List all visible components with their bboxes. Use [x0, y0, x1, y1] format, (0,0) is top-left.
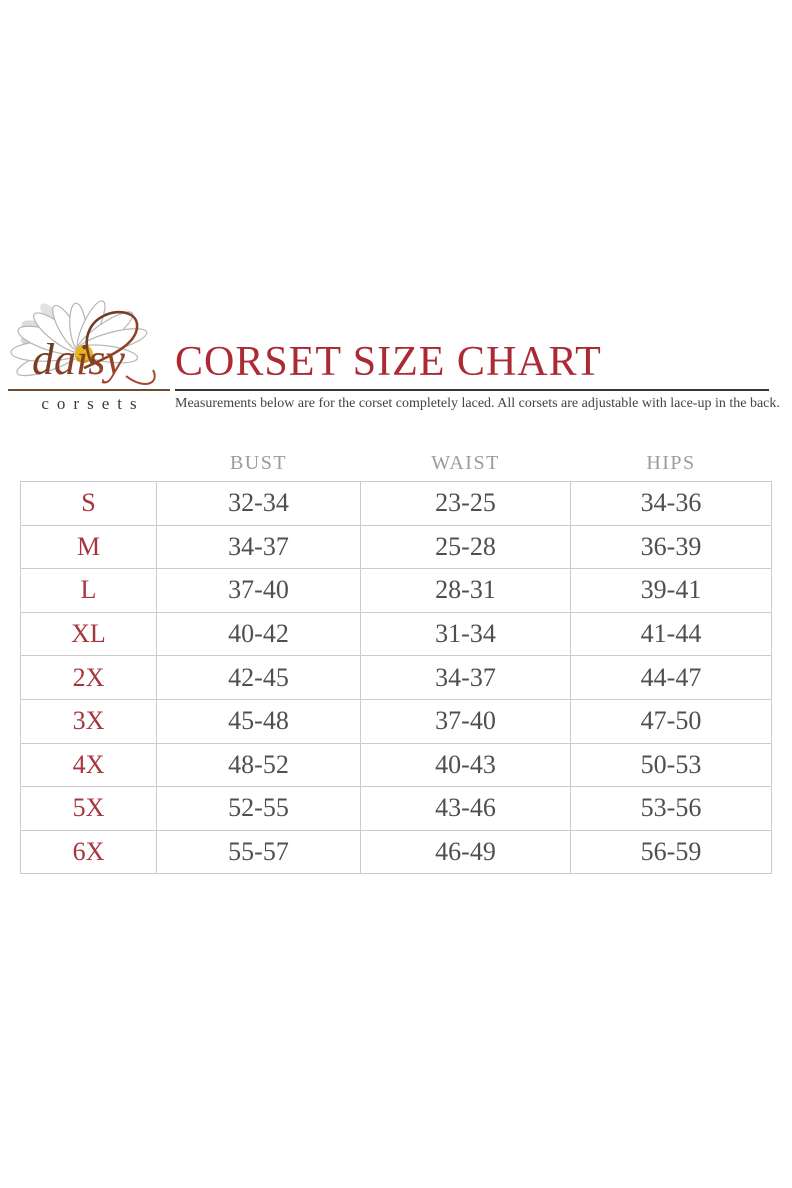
title-divider	[175, 389, 769, 391]
daisy-flower-icon	[6, 298, 174, 390]
column-header-size	[21, 440, 157, 482]
table-row	[21, 525, 772, 569]
size-label: S	[21, 482, 157, 526]
measurement-value: 42-45	[157, 656, 361, 700]
size-table	[20, 440, 772, 874]
measurement-value: 28-31	[361, 569, 571, 613]
measurement-value: 46-49	[361, 830, 571, 874]
table-row	[21, 787, 772, 831]
measurement-value: 37-40	[157, 569, 361, 613]
column-header-waist: WAIST	[431, 452, 500, 474]
table-row	[21, 699, 772, 743]
size-label: 5X	[21, 787, 157, 831]
page-title: CORSET SIZE CHART	[175, 339, 602, 385]
table-row	[21, 830, 772, 874]
measurement-value: 50-53	[571, 743, 772, 787]
measurement-value: 52-55	[157, 787, 361, 831]
column-header-row	[21, 440, 772, 482]
script-tail	[126, 370, 155, 384]
measurement-value: 40-43	[361, 743, 571, 787]
measurement-value: 39-41	[571, 569, 772, 613]
subtitle: Measurements below are for the corset completely laced. All corsets are adjustable with lace-up in the back.	[175, 396, 780, 411]
table-row	[21, 569, 772, 613]
table-row	[21, 656, 772, 700]
brand-wordmark-secondary: corsets	[41, 394, 145, 413]
measurement-value: 31-34	[361, 612, 571, 656]
column-header-hips: HIPS	[646, 452, 696, 474]
logo-divider	[8, 389, 170, 391]
measurement-value: 55-57	[157, 830, 361, 874]
measurement-value: 32-34	[157, 482, 361, 526]
size-label: 2X	[21, 656, 157, 700]
size-label: XL	[21, 612, 157, 656]
measurement-value: 37-40	[361, 699, 571, 743]
brand-wordmark-script: daisy	[32, 335, 125, 384]
measurement-value: 53-56	[571, 787, 772, 831]
size-label: M	[21, 525, 157, 569]
size-table-header	[21, 440, 772, 482]
brand-logo	[6, 298, 174, 420]
size-label: L	[21, 569, 157, 613]
measurement-value: 25-28	[361, 525, 571, 569]
measurement-value: 48-52	[157, 743, 361, 787]
measurement-value: 56-59	[571, 830, 772, 874]
size-label: 4X	[21, 743, 157, 787]
size-label: 6X	[21, 830, 157, 874]
measurement-value: 40-42	[157, 612, 361, 656]
column-header-bust: BUST	[229, 452, 288, 474]
measurement-value: 34-36	[571, 482, 772, 526]
measurement-value: 47-50	[571, 699, 772, 743]
table-row	[21, 743, 772, 787]
measurement-value: 41-44	[571, 612, 772, 656]
measurement-value: 34-37	[361, 656, 571, 700]
table-row	[21, 482, 772, 526]
measurement-value: 44-47	[571, 656, 772, 700]
size-label: 3X	[21, 699, 157, 743]
table-row	[21, 612, 772, 656]
measurement-value: 45-48	[157, 699, 361, 743]
measurement-value: 43-46	[361, 787, 571, 831]
measurement-value: 34-37	[157, 525, 361, 569]
measurement-value: 36-39	[571, 525, 772, 569]
measurement-value: 23-25	[361, 482, 571, 526]
size-table-body	[21, 482, 772, 874]
